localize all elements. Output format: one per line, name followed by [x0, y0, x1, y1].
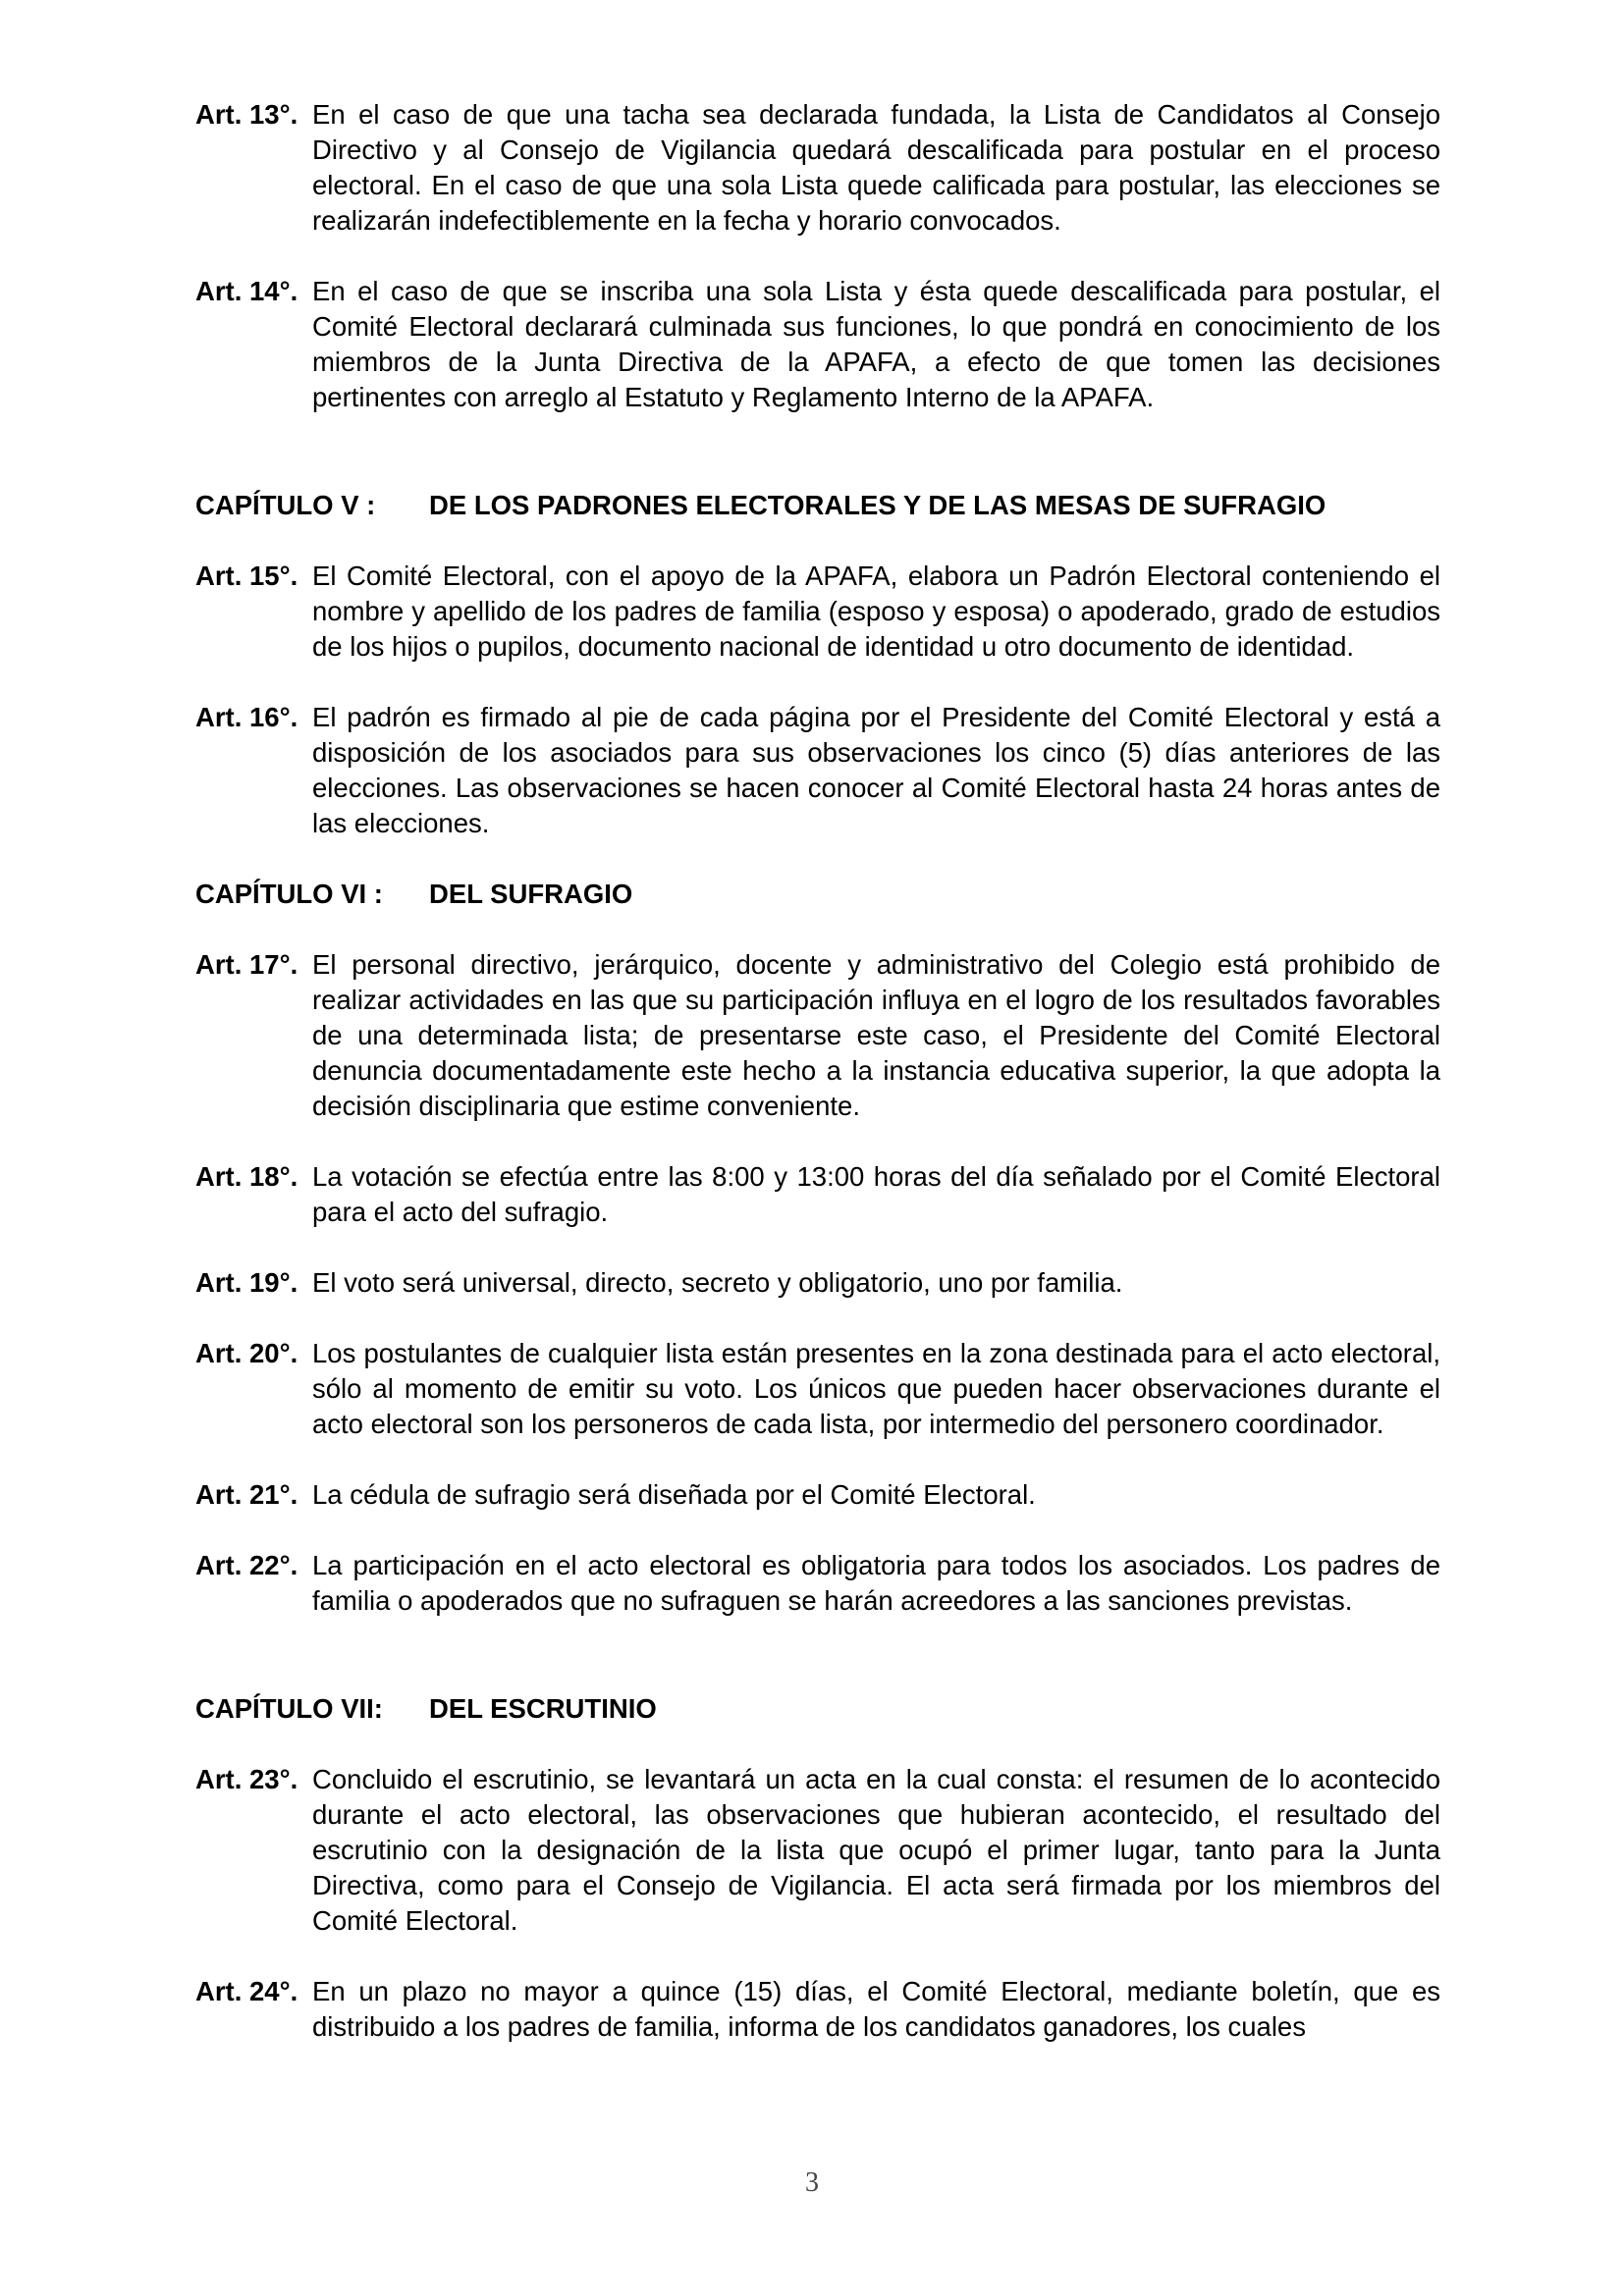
article-14	[195, 274, 1440, 415]
article-text: En el caso de que se inscriba una sola Lista y ésta quede descalificada para postular, el Comité Electoral declarará culminada sus funciones, lo que pondrá en conocimiento de los miembros de la Junta Directiva de la APAFA, a efecto de que tomen las decisiones pertinentes con arreglo al Estatuto y Reglamento Interno de la APAFA.	[312, 276, 1440, 412]
article-label: Art. 21°.	[195, 1479, 298, 1510]
chapter-heading-v	[195, 488, 1440, 523]
article-text: La cédula de sufragio será diseñada por el Comité Electoral.	[312, 1479, 1036, 1510]
article-23	[195, 1762, 1440, 1939]
chapter-heading-vii	[195, 1691, 1440, 1727]
article-label: Art. 24°.	[195, 1976, 298, 2006]
article-label: Art. 14°.	[195, 276, 298, 306]
article-13	[195, 97, 1440, 239]
document-page	[195, 97, 1440, 2045]
article-text: Los postulantes de cualquier lista están presentes en la zona destinada para el acto electoral, sólo al momento de emitir su voto. Los únicos que pueden hacer observaciones durante el acto electoral son los personeros de cada lista, por intermedio del personero coordinador.	[312, 1338, 1440, 1439]
article-text: El voto será universal, directo, secreto y obligatorio, uno por familia.	[312, 1267, 1123, 1298]
article-text: La votación se efectúa entre las 8:00 y 13:00 horas del día señalado por el Comité Electoral para el acto del sufragio.	[312, 1161, 1440, 1227]
article-21	[195, 1477, 1440, 1513]
article-text: El personal directivo, jerárquico, docente y administrativo del Colegio está prohibido de realizar actividades en las que su participación influya en el logro de los resultados favorables de una determinada lista; de presentarse este caso, el Presidente del Comité Electoral denuncia documentadamente este hecho a la instancia educativa superior, la que adopta la decisión disciplinaria que estime conveniente.	[312, 949, 1440, 1121]
article-19	[195, 1265, 1440, 1301]
article-16	[195, 700, 1440, 841]
article-text: La participación en el acto electoral es obligatoria para todos los asociados. Los padres de familia o apoderados que no sufraguen se harán acreedores a las sanciones previstas.	[312, 1550, 1440, 1616]
article-text: El padrón es firmado al pie de cada página por el Presidente del Comité Electoral y está a disposición de los asociados para sus observaciones los cinco (5) días anteriores de las elecciones. Las observaciones se hacen conocer al Comité Electoral hasta 24 horas antes de las elecciones.	[312, 702, 1440, 838]
article-label: Art. 23°.	[195, 1764, 298, 1794]
article-label: Art. 19°.	[195, 1267, 298, 1298]
article-text: En un plazo no mayor a quince (15) días, el Comité Electoral, mediante boletín, que es distribuido a los padres de familia, informa de los candidatos ganadores, los cuales	[312, 1976, 1440, 2042]
chapter-title: DEL SUFRAGIO	[429, 879, 633, 909]
page-number: 3	[805, 2167, 819, 2198]
article-label: Art. 17°.	[195, 949, 298, 980]
article-label: Art. 18°.	[195, 1161, 298, 1192]
article-text: Concluido el escrutinio, se levantará un acta en la cual consta: el resumen de lo acontecido durante el acto electoral, las observaciones que hubieran acontecido, el resultado del escrutinio con la designación de la lista que ocupó el primer lugar, tanto para la Junta Directiva, como para el Consejo de Vigilancia. El acta será firmada por los miembros del Comité Electoral.	[312, 1764, 1440, 1936]
article-label: Art. 13°.	[195, 99, 298, 130]
article-label: Art. 22°.	[195, 1550, 298, 1580]
article-20	[195, 1336, 1440, 1442]
article-label: Art. 16°.	[195, 702, 298, 732]
chapter-title: DE LOS PADRONES ELECTORALES Y DE LAS MESAS DE SUFRAGIO	[429, 490, 1326, 520]
article-24	[195, 1974, 1440, 2045]
article-label: Art. 20°.	[195, 1338, 298, 1368]
article-label: Art. 15°.	[195, 561, 298, 591]
chapter-number: CAPÍTULO VII:	[195, 1693, 383, 1724]
chapter-title: DEL ESCRUTINIO	[429, 1693, 657, 1724]
chapter-heading-vi	[195, 877, 1440, 912]
article-text: El Comité Electoral, con el apoyo de la APAFA, elabora un Padrón Electoral conteniendo el nombre y apellido de los padres de familia (esposo y esposa) o apoderado, grado de estudios de los hijos o pupilos, documento nacional de identidad u otro documento de identidad.	[312, 561, 1440, 662]
article-18	[195, 1159, 1440, 1230]
chapter-number: CAPÍTULO V :	[195, 490, 376, 520]
article-22	[195, 1548, 1440, 1619]
article-15	[195, 559, 1440, 665]
article-17	[195, 947, 1440, 1124]
article-text: En el caso de que una tacha sea declarada fundada, la Lista de Candidatos al Consejo Directivo y al Consejo de Vigilancia quedará descalificada para postular en el proceso electoral. En el caso de que una sola Lista quede calificada para postular, las elecciones se realizarán indefectiblemente en la fecha y horario convocados.	[312, 99, 1440, 236]
chapter-number: CAPÍTULO VI :	[195, 879, 383, 909]
